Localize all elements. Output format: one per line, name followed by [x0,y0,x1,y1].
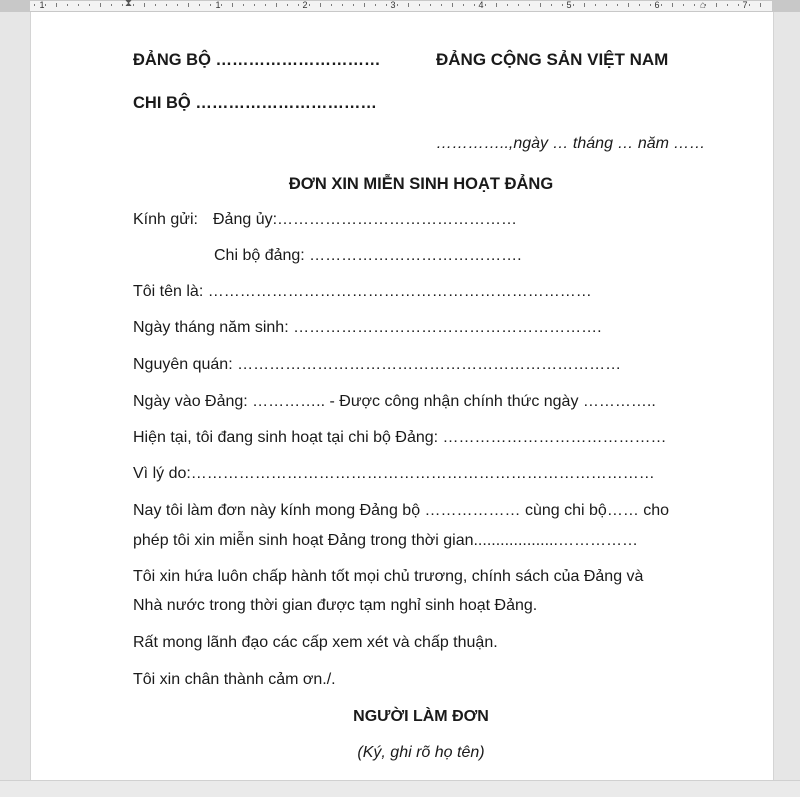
ruler-tick [298,4,299,6]
ruler-tick [221,4,222,6]
ruler-tick [694,4,695,6]
ruler-tick [155,4,156,6]
ruler-number: 6 [654,0,660,10]
ruler-tick [584,3,585,7]
ruler-tick [749,4,750,6]
ruler-tick [397,4,398,6]
ruler-tick [287,4,288,6]
request-line-1: Nay tôi làm đơn này kính mong Đảng bộ ……………… cùng chi bộ…… cho [133,502,670,519]
ruler-tick [45,4,46,6]
ruler-tick [683,4,684,6]
ruler-tick [342,4,343,6]
party-join-date-field: Ngày vào Đảng: ………….. - Được công nhận chính thức ngày ………….. [133,393,656,410]
signature-title: NGƯỜI LÀM ĐƠN [353,708,489,725]
ruler-tick [320,3,321,7]
ruler[interactable] [0,0,800,12]
ruler-tick [639,4,640,6]
ruler-number: 7 [742,0,748,10]
ruler-tick [386,4,387,6]
ruler-tick [452,3,453,7]
current-branch-field: Hiện tại, tôi đang sinh hoạt tại chi bộ Đảng: …………………………………… [133,429,667,446]
ruler-tick [474,4,475,6]
ruler-tick [573,4,574,6]
ruler-tick [441,4,442,6]
ruler-tick [232,3,233,7]
ruler-tick [507,4,508,6]
signature-note: (Ký, ghi rõ họ tên) [357,744,485,761]
party-name-heading: ĐẢNG CỘNG SẢN VIỆT NAM [436,50,669,69]
date-line: …………..,ngày … tháng … năm …… [436,135,706,152]
ruler-number: 3 [390,0,396,10]
document-title: ĐƠN XIN MIỄN SINH HOẠT ĐẢNG [288,175,554,193]
left-indent-marker-icon[interactable]: ⧗ [125,0,133,9]
ruler-tick [111,4,112,6]
ruler-tick [430,4,431,6]
ruler-tick [133,4,134,6]
ruler-tick [463,4,464,6]
ruler-tick [540,3,541,7]
dang-bo-line: ĐẢNG BỘ ………………………… [133,51,381,69]
ruler-tick [276,3,277,7]
birth-date-field: Ngày tháng năm sinh: …………………………………………………. [133,319,602,336]
ruler-tick [188,3,189,7]
ruler-tick [760,3,761,7]
ruler-tick [67,4,68,6]
ruler-number: 1 [39,0,45,10]
ruler-tick [727,4,728,6]
ruler-number: 2 [302,0,308,10]
request-line-2: phép tôi xin miễn sinh hoạt Đảng trong thời gian...................…………… [133,532,638,549]
ruler-tick [166,4,167,6]
ruler-track [30,1,772,11]
ruler-tick [672,3,673,7]
ruler-tick [243,4,244,6]
chi-bo-line: CHI BỘ …………………………… [133,94,377,112]
ruler-number: 1 [215,0,221,10]
ruler-tick [364,3,365,7]
ruler-tick [562,4,563,6]
kinh-gui-label: Kính gửi: [133,211,198,228]
promise-line-2: Nhà nước trong thời gian được tạm nghỉ sinh hoạt Đảng. [133,597,538,614]
hometown-field: Nguyên quán: ……………………………………………………………… [133,356,622,373]
name-field: Tôi tên là: ……………………………………………………………… [133,283,592,300]
ruler-tick [628,3,629,7]
ruler-tick [78,4,79,6]
ruler-tick [309,4,310,6]
ruler-tick [485,4,486,6]
ruler-tick [551,4,552,6]
ruler-tick [419,4,420,6]
ruler-tick [606,4,607,6]
ruler-tick [122,4,123,6]
ruler-tick [595,4,596,6]
ruler-tick [496,3,497,7]
ruler-tick [100,3,101,7]
ruler-tick [529,4,530,6]
ruler-tick [265,4,266,6]
ruler-tick [408,3,409,7]
ruler-tick [661,4,662,6]
ruler-tick [199,4,200,6]
ruler-tick [89,4,90,6]
ruler-tick [375,4,376,6]
ruler-tick [254,4,255,6]
ruler-tick [34,4,35,6]
ruler-tick [353,4,354,6]
chi-bo-dang-field: Chi bộ đảng: …………………………………. [214,247,522,264]
promise-line-1: Tôi xin hứa luôn chấp hành tốt mọi chủ trương, chính sách của Đảng và [133,568,644,585]
reason-field: Vì lý do:…………………………………………………………………………… [133,465,655,482]
ruler-number: 4 [478,0,484,10]
ruler-tick [716,3,717,7]
ruler-tick [56,3,57,7]
ruler-tick [738,4,739,6]
ruler-tick [331,4,332,6]
ruler-tick [210,4,211,6]
ruler-number: 5 [566,0,572,10]
ruler-tick [177,4,178,6]
document-page [30,12,774,780]
right-indent-marker-icon[interactable]: ⌂ [700,0,707,11]
thanks-line: Tôi xin chân thành cảm ơn./. [133,671,336,688]
consideration-line: Rất mong lãnh đạo các cấp xem xét và chấp thuận. [133,634,498,651]
bottom-gutter [0,780,800,797]
ruler-tick [650,4,651,6]
ruler-tick [144,3,145,7]
ruler-tick [617,4,618,6]
dang-uy-field: Đảng ủy:……………………………………… [213,211,518,228]
ruler-tick [518,4,519,6]
